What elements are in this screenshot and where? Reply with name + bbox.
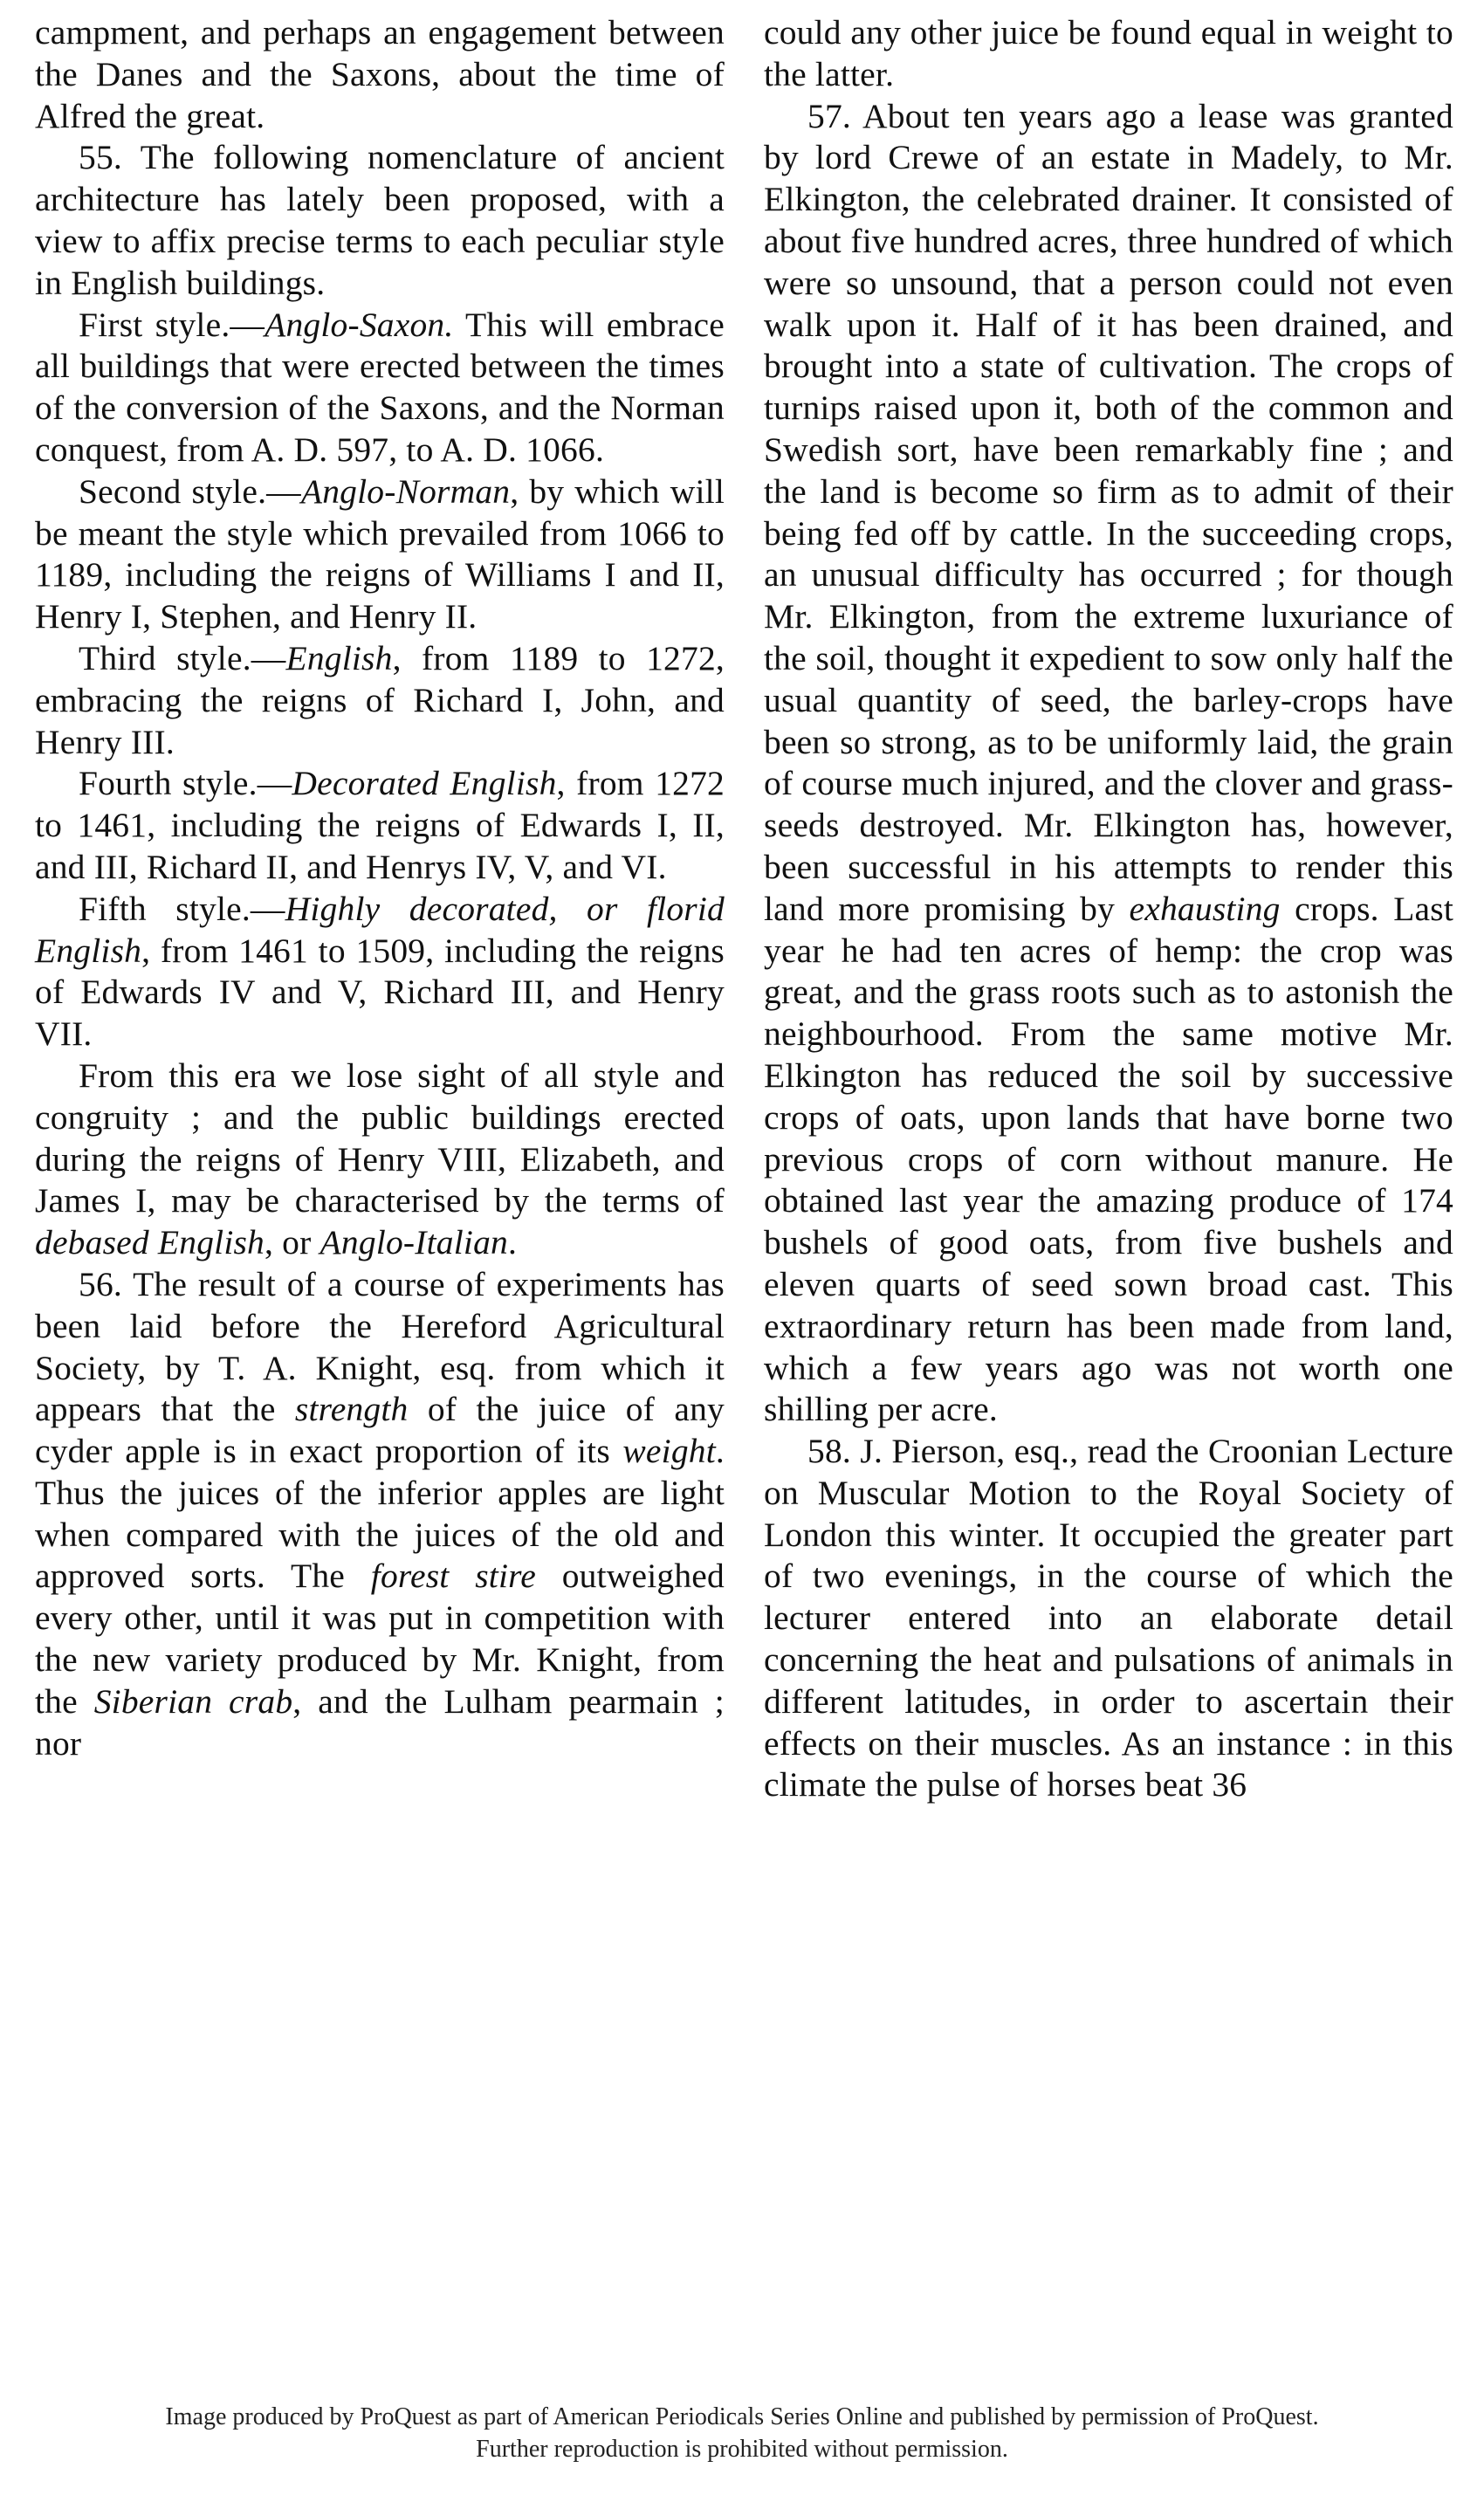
style-name: English	[285, 638, 393, 677]
era-end: .	[507, 1223, 518, 1262]
p56-text-d: outweighed every other, until it was put in competition with the new variety produced by Mr. Knight, from the	[35, 1557, 725, 1721]
paragraph-56-continued: could any other juice be found equal in weight to the latter.	[764, 13, 1453, 93]
p56-text-b: of the juice of any cyder apple is in exact proportion of its	[35, 1390, 725, 1471]
style-lead: First style.—	[79, 305, 265, 344]
paragraph-58: 58. J. Pierson, esq., read the Croonian Lecture on Muscular Motion to the Royal Society of London this winter. It occupied the greater part of two evenings, in the course of which the lecturer entered into an elaborate detail concerning the heat and pulsations of animals in different latitudes, in order to ascertain their effects on their muscles. As an instance : in this climate the pulse of horses beat 36	[764, 1432, 1453, 1804]
proquest-footer	[0, 2401, 1484, 2465]
right-column	[764, 12, 1453, 1806]
paragraph-56	[35, 1264, 725, 1765]
era-mid: , or	[265, 1223, 320, 1262]
style-desc: , from 1189 to 1272, embracing the reigns of Richard I, John, and Henry III.	[35, 638, 725, 761]
style-desc: , from 1272 to 1461, including the reigns of Edwards I, II, and III, Richard II, and Henrys IV, V, and VI.	[35, 764, 725, 886]
style-name: Highly decorated, or florid English	[35, 889, 725, 970]
left-column	[35, 12, 725, 1764]
style-first	[35, 305, 725, 471]
p57-text-a: 57. About ten years ago a lease was granted by lord Crewe of an estate in Madely, to Mr. Elkington, the celebrated drainer. It consisted of about five hundred acres, three hundred of which were so unsound, that a person could not even walk upon it. Half of it has been drained, and brought into a state of cultivation. The crops of turnips raised upon it, both of the common and Swedish sort, have been remarkably fine ; and the land is become so firm as to admit of their being fed off by cattle. In the succeeding crops, an unusual difficulty has occurred ; for though Mr. Elkington, from the extreme luxuriance of the soil, thought it expedient to sow only half the usual quantity of seed, the barley-crops have been so strong, as to be uniformly laid, the grain of course much injured, and the clover and grass-seeds destroyed. Mr. Elkington has, however, been successful in his attempts to render this land more promising by	[764, 96, 1453, 928]
style-fifth	[35, 889, 725, 1055]
era-name-italian: Anglo-Italian	[319, 1223, 508, 1262]
p56-weight: weight	[622, 1432, 716, 1471]
p56-forest-stire: forest stire	[370, 1557, 536, 1596]
footer-line-1: Image produced by ProQuest as part of American Periodicals Series Online and published by permission of ProQuest.	[165, 2403, 1319, 2430]
p57-text-b: crops. Last year he had ten acres of hemp: the crop was great, and the grass roots such as to astonish the neighbourhood. From the same motive Mr. Elkington has reduced the soil by successive crops of oats, upon lands that have borne two previous crops of corn without manure. He obtained last year the amazing produce of 174 bushels of good oats, from five bushels and eleven quarts of seed sown broad cast. This extraordinary return has been made from land, which a few years ago was not worth one shilling per acre.	[764, 889, 1453, 1429]
style-name: Decorated English	[292, 764, 557, 803]
era-text: From this era we lose sight of all style and congruity ; and the public buildings erected during the reigns of Henry VIII, Elizabeth, and James I, may be characterised by the terms of	[35, 1055, 725, 1220]
style-name: Anglo-Norman	[300, 471, 511, 511]
p56-text-c: . Thus the juices of the inferior apples are light when compared with the juices of the old and approved sorts. The	[35, 1432, 725, 1596]
p57-exhausting: exhausting	[1129, 889, 1281, 928]
era-name-debased: debased English	[35, 1223, 265, 1262]
style-fourth	[35, 763, 725, 888]
style-lead: Fifth style.—	[79, 889, 285, 928]
style-name: Anglo-Saxon.	[265, 305, 454, 344]
paragraph-55: 55. The following nomenclature of ancient architecture has lately been proposed, with a view to affix precise terms to each peculiar style in English buildings.	[35, 138, 725, 302]
paragraph-continued: campment, and perhaps an engagement between the Danes and the Saxons, about the time of Alfred the great.	[35, 13, 725, 135]
paragraph-57	[764, 96, 1453, 1432]
p56-siberian-crab: Siberian crab	[93, 1681, 293, 1721]
style-lead: Second style.—	[79, 471, 301, 511]
p56-text-e: , and the Lulham pearmain ; nor	[35, 1681, 725, 1763]
style-third	[35, 638, 725, 763]
p56-text-a: 56. The result of a course of experiments has been laid before the Hereford Agricultural Society, by T. A. Knight, esq. from which it appears that the	[35, 1264, 725, 1429]
style-lead: Third style.—	[79, 638, 286, 677]
p56-strength: strength	[294, 1390, 409, 1429]
style-second	[35, 471, 725, 638]
paragraph-era	[35, 1055, 725, 1264]
footer-line-2: Further reproduction is prohibited without permission.	[476, 2436, 1008, 2463]
style-lead: Fourth style.—	[79, 764, 292, 803]
style-desc: , by which will be meant the style which prevailed from 1066 to 1189, including the reigns of Williams I and II, Henry I, Stephen, and Henry II.	[35, 471, 725, 636]
style-desc: This will embrace all buildings that were erected between the times of the conversion of the Saxons, and the Norman conquest, from A. D. 597, to A. D. 1066.	[35, 305, 725, 469]
style-desc: , from 1461 to 1509, including the reigns of Edwards IV and V, Richard III, and Henry VII.	[35, 931, 725, 1054]
